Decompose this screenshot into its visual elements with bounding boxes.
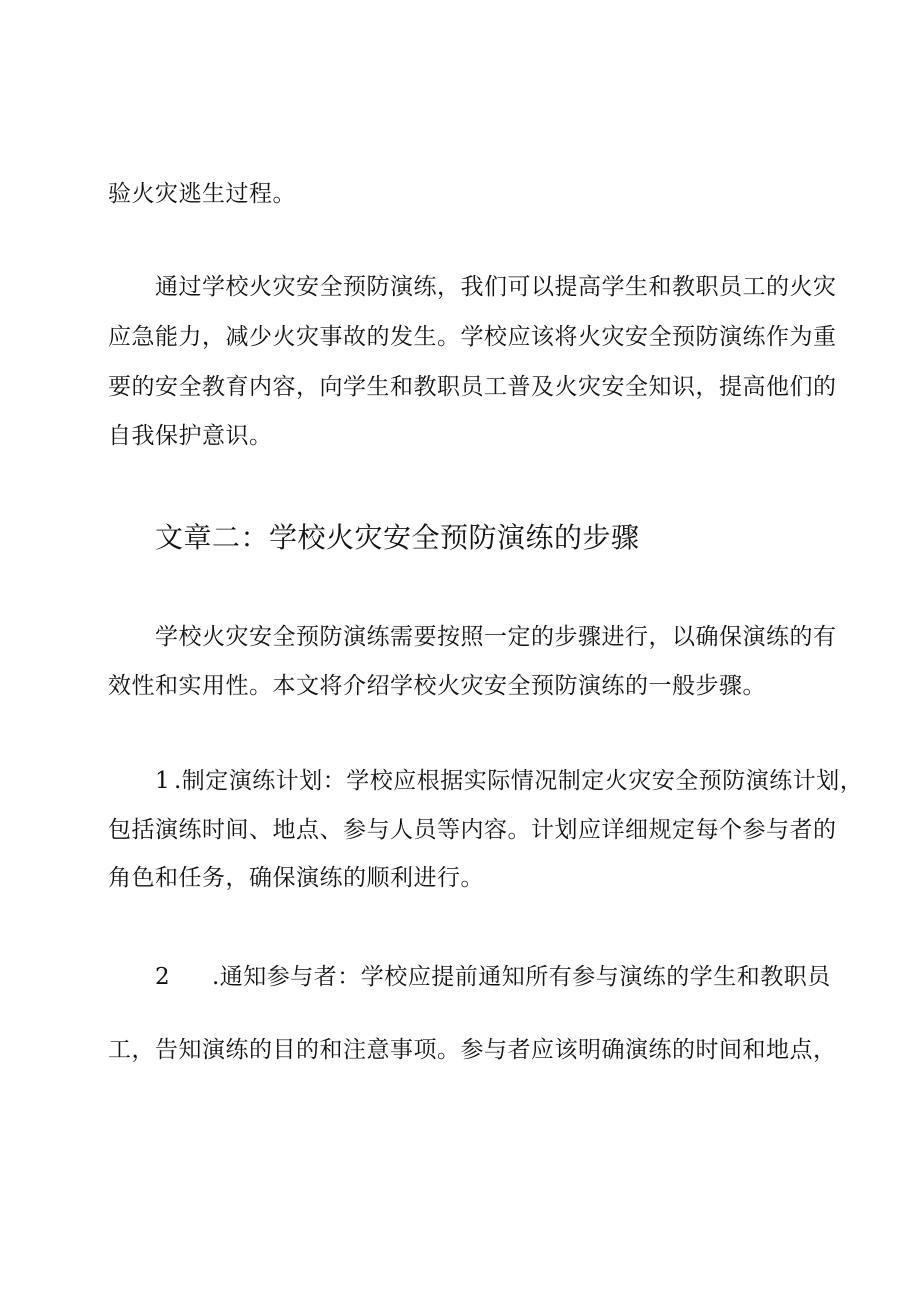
paragraph-line: 应急能力，减少火灾事故的发生。学校应该将火灾安全预防演练作为重 [108, 324, 837, 350]
list-item-line: 角色和任务，确保演练的顺利进行。 [108, 865, 484, 891]
paragraph-line: 要的安全教育内容，向学生和教职员工普及火灾安全知识，提高他们的 [108, 374, 837, 400]
paragraph-line: 自我保护意识。 [108, 423, 273, 449]
list-item-line: 工，告知演练的目的和注意事项。参与者应该明确演练的时间和地点， [108, 1037, 837, 1063]
section-heading: 文章二：学校火灾安全预防演练的步骤 [155, 521, 640, 554]
list-item-number: 1 [155, 768, 170, 794]
paragraph-line: 效性和实用性。本文将介绍学校火灾安全预防演练的一般步骤。 [108, 673, 766, 699]
list-item-line: .制定演练计划：学校应根据实际情况制定火灾安全预防演练计划， [174, 768, 864, 794]
list-item-number: 2 [155, 964, 170, 990]
list-item-line: 包括演练时间、地点、参与人员等内容。计划应详细规定每个参与者的 [108, 817, 837, 843]
paragraph-line: 验火灾逃生过程。 [108, 181, 296, 207]
paragraph-line: 学校火灾安全预防演练需要按照一定的步骤进行，以确保演练的有 [155, 624, 837, 650]
paragraph-line: 通过学校火灾安全预防演练，我们可以提高学生和教职员工的火灾 [155, 274, 837, 300]
list-item-line: .通知参与者：学校应提前通知所有参与演练的学生和教职员 [212, 964, 831, 990]
